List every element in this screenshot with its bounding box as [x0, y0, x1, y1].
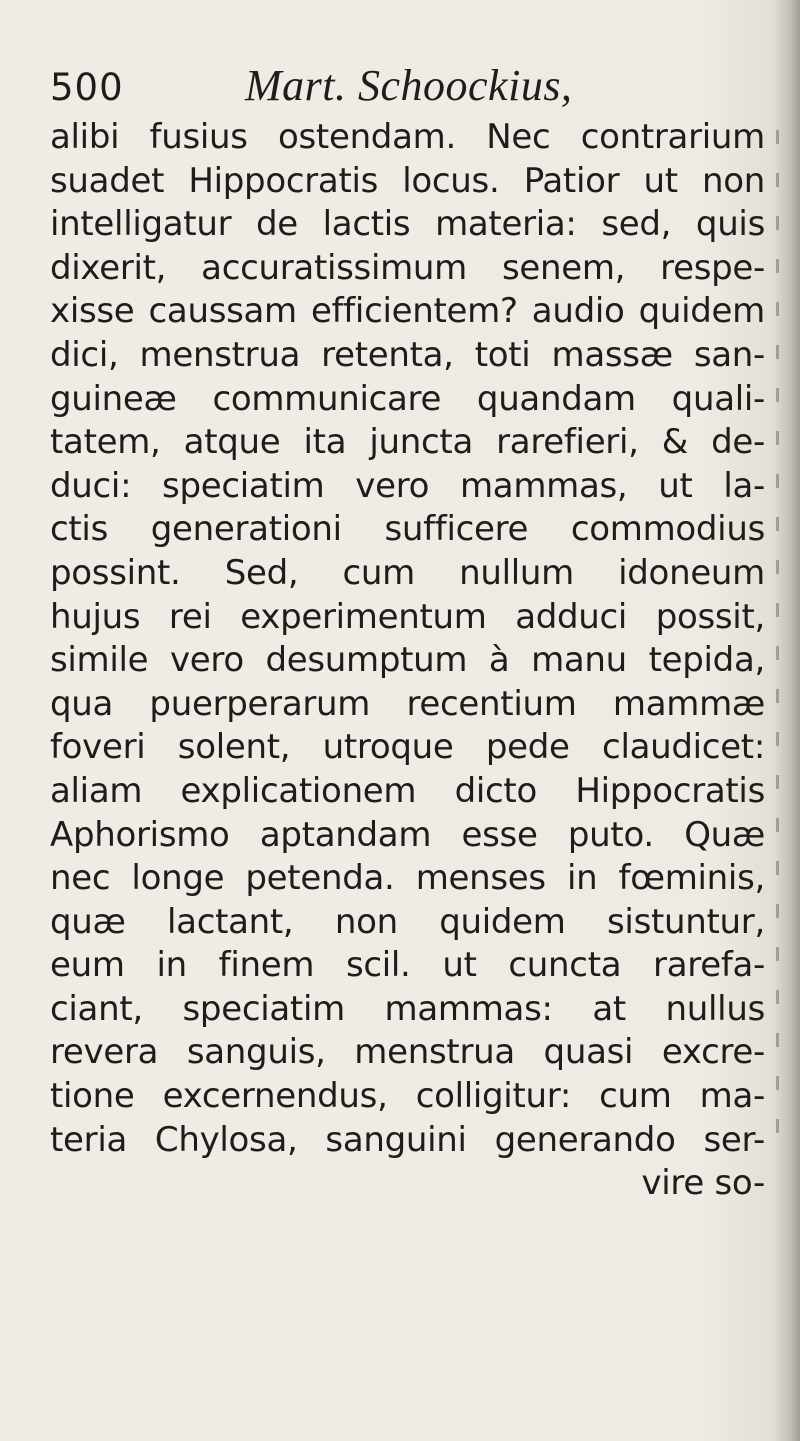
margin-mark	[776, 388, 779, 402]
margin-mark	[776, 517, 779, 531]
margin-mark	[776, 130, 779, 144]
text-line: ctis generationi sufficere commodius	[50, 509, 765, 550]
margin-mark	[776, 947, 779, 961]
margin-mark	[776, 560, 779, 574]
page-number: 500	[50, 66, 124, 109]
text-line: xisse caussam efficientem? audio quidem	[50, 291, 765, 332]
text-line: ciant, speciatim mammas: at nullus	[50, 988, 765, 1029]
running-head: Mart. Schoockius,	[245, 61, 573, 110]
margin-mark	[776, 302, 779, 316]
text-line: revera sanguis, menstrua quasi excre-	[50, 1032, 765, 1073]
margin-mark	[776, 173, 779, 187]
text-line: quæ lactant, non quidem sistuntur,	[50, 901, 765, 942]
margin-mark	[776, 474, 779, 488]
text-line: nec longe petenda. menses in fœminis,	[50, 858, 765, 899]
text-line: alibi fusius ostendam. Nec contrarium	[50, 117, 765, 157]
margin-mark	[776, 904, 779, 918]
margin-mark	[776, 1119, 779, 1133]
margin-mark	[776, 646, 779, 660]
margin-bleed-marks	[776, 130, 786, 1162]
margin-mark	[776, 732, 779, 746]
margin-mark	[776, 818, 779, 832]
margin-mark	[776, 216, 779, 230]
text-line: intelligatur de lactis materia: sed, quis	[50, 204, 765, 245]
text-line: tatem, atque ita juncta rarefieri, & de-	[50, 422, 765, 463]
text-line: foveri solent, utroque pede claudicet:	[50, 727, 765, 768]
text-line: hujus rei experimentum adduci possit,	[50, 596, 765, 637]
margin-mark	[776, 1076, 779, 1090]
text-line: tione excernendus, colligitur: cum ma-	[50, 1076, 765, 1117]
margin-mark	[776, 1033, 779, 1047]
text-line: simile vero desumptum à manu tepida,	[50, 640, 765, 681]
text-line: dici, menstrua retenta, toti massæ san-	[50, 334, 765, 375]
text-line: Aphorismo aptandam esse puto. Quæ	[50, 814, 765, 855]
margin-mark	[776, 603, 779, 617]
body-text	[50, 116, 765, 1206]
text-line: suadet Hippocratis locus. Patior ut non	[50, 160, 765, 201]
margin-mark	[776, 861, 779, 875]
text-line: qua puerperarum recentium mammæ	[50, 683, 765, 724]
margin-mark	[776, 689, 779, 703]
text-line: duci: speciatim vero mammas, ut la-	[50, 465, 765, 506]
page-header	[50, 60, 750, 120]
margin-mark	[776, 345, 779, 359]
margin-mark	[776, 431, 779, 445]
text-line: guineæ communicare quandam quali-	[50, 378, 765, 419]
text-line: eum in finem scil. ut cuncta rarefa-	[50, 945, 765, 986]
margin-mark	[776, 775, 779, 789]
text-line: dixerit, accuratissimum senem, respe-	[50, 247, 765, 288]
catchword-line: vire so-	[641, 1163, 765, 1204]
text-line: possint. Sed, cum nullum idoneum	[50, 552, 765, 593]
text-line: aliam explicationem dicto Hippocratis	[50, 770, 765, 811]
margin-mark	[776, 990, 779, 1004]
margin-mark	[776, 259, 779, 273]
text-line: teria Chylosa, sanguini generando ser-	[50, 1119, 765, 1160]
